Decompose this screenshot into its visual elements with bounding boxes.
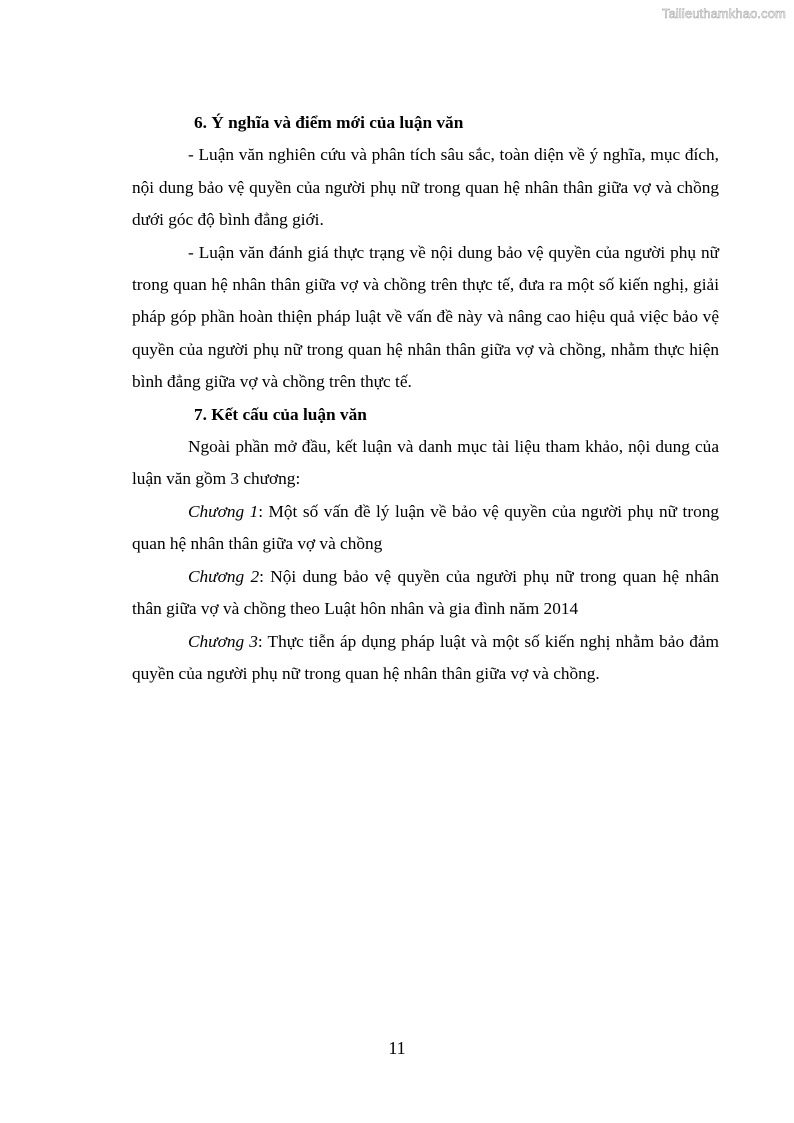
chapter-label-3: Chương 3: [188, 631, 258, 651]
chapter-label-2: Chương 2: [188, 566, 260, 586]
document-body: [132, 107, 719, 690]
paragraph-significance-1: - Luận văn nghiên cứu và phân tích sâu sắc, toàn diện về ý nghĩa, mục đích, nội dung bảo vệ quyền của người phụ nữ trong quan hệ nhân thân giữa vợ và chồng dưới góc độ bình đẳng giới.: [132, 145, 719, 230]
chapter-text-1: : Một số vấn đề lý luận về bảo vệ quyền của người phụ nữ trong quan hệ nhân thân giữa vợ và chồng: [132, 501, 719, 554]
section-heading-structure: 7. Kết cấu của luận văn: [194, 404, 367, 424]
section-significance: [132, 107, 719, 399]
chapter-item-2: [132, 561, 719, 626]
paragraph-significance-2: - Luận văn đánh giá thực trạng về nội dung bảo vệ quyền của người phụ nữ trong quan hệ nhân thân giữa vợ và chồng trên thực tế, đưa ra một số kiến nghị, giải pháp góp phần hoàn thiện pháp luật về vấn đề này và nâng cao hiệu quả việc bảo vệ quyền của người phụ nữ trong quan hệ nhân thân giữa vợ và chồng, nhằm thực hiện bình đẳng giữa vợ và chồng trên thực tế.: [132, 242, 719, 392]
site-watermark: Tailieuthamkhao.com: [661, 6, 786, 21]
chapter-label-1: Chương 1: [188, 501, 259, 521]
chapter-text-3: : Thực tiễn áp dụng pháp luật và một số kiến nghị nhằm bảo đảm quyền của người phụ nữ trong quan hệ nhân thân giữa vợ và chồng.: [132, 631, 720, 683]
section-heading-significance: 6. Ý nghĩa và điểm mới của luận văn: [194, 113, 464, 132]
chapter-item-3: [132, 626, 719, 691]
paragraph-structure-intro: Ngoài phần mở đầu, kết luận và danh mục tài liệu tham khảo, nội dung của luận văn gồm 3 chương:: [132, 437, 719, 489]
page-number: 11: [388, 1038, 406, 1058]
section-structure: [132, 399, 719, 691]
chapter-text-2: : Nội dung bảo vệ quyền của người phụ nữ trong quan hệ nhân thân giữa vợ và chồng theo Luật hôn nhân và gia đình năm 2014: [132, 566, 720, 619]
chapter-item-1: [132, 496, 719, 561]
